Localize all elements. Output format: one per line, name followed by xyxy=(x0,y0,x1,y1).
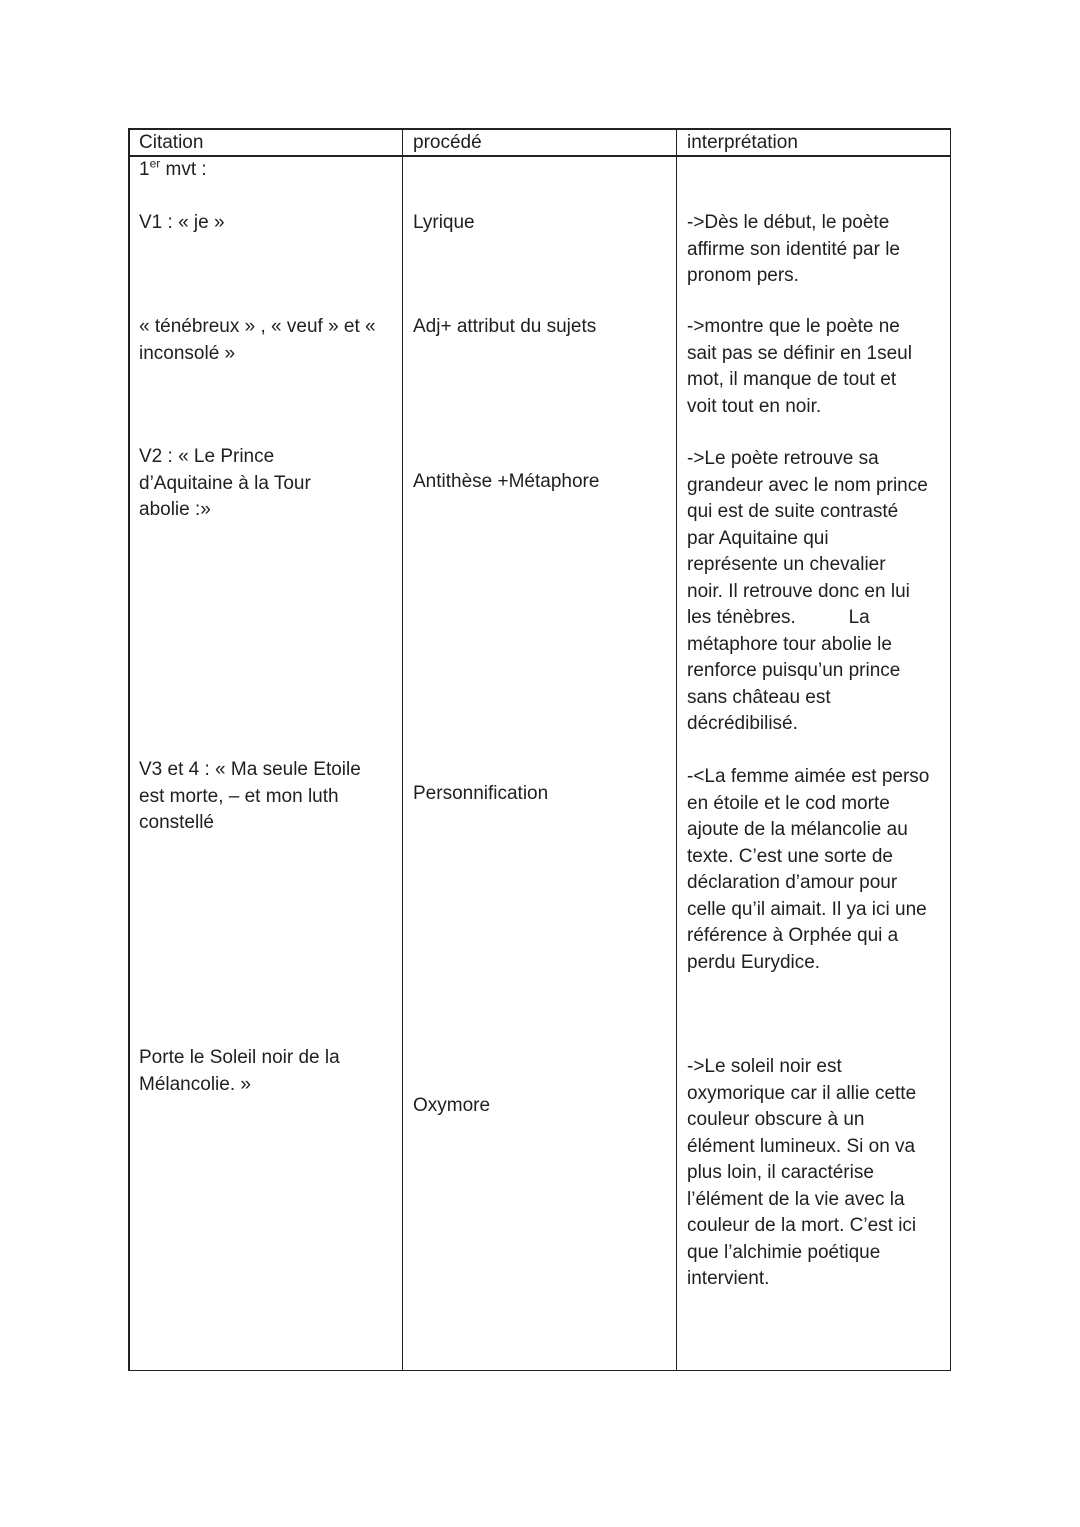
table-border-bottom xyxy=(128,1370,951,1372)
header-citation: Citation xyxy=(139,132,204,153)
interpretation-line: celle qu’il aimait. Il ya ici une xyxy=(687,898,927,920)
citation-line: V1 : « je » xyxy=(139,212,225,233)
interpretation-line: en étoile et le cod morte xyxy=(687,792,890,814)
interpretation-line: déclaration d’amour pour xyxy=(687,872,898,893)
interpretation-line: qui est de suite contrasté xyxy=(687,501,899,522)
citation-line: V2 : « Le Prince xyxy=(139,446,275,467)
movement-label: 1er mvt : xyxy=(139,156,207,180)
interpretation-line: l’élément de la vie avec la xyxy=(687,1188,905,1210)
citation-line: abolie :» xyxy=(139,499,211,520)
column-divider-2 xyxy=(676,128,678,1371)
header-divider xyxy=(128,155,951,157)
interpretation-line: couleur obscure à un xyxy=(687,1109,865,1130)
citation-line: est morte, – et mon luth xyxy=(139,785,339,807)
procede-cell: Personnification xyxy=(413,783,549,804)
interpretation-line: que l’alchimie poétique xyxy=(687,1241,881,1263)
procede-cell: Adj+ attribut du sujets xyxy=(413,316,597,337)
interpretation-line: représente un chevalier xyxy=(687,554,886,575)
interpretation-line: ->Le soleil noir est xyxy=(687,1056,842,1077)
procede-cell: Lyrique xyxy=(413,212,475,233)
interpretation-line: oxymorique car il allie cette xyxy=(687,1082,917,1104)
table-border-right xyxy=(950,128,952,1371)
interpretation-line: référence à Orphée qui a xyxy=(687,925,899,946)
citation-line: Porte le Soleil noir de la xyxy=(139,1047,340,1068)
interpretation-line: sait pas se définir en 1seul xyxy=(687,342,912,364)
interpretation-line: ->Le poète retrouve sa xyxy=(687,448,879,469)
citation-line: Mélancolie. » xyxy=(139,1073,251,1095)
procede-cell: Antithèse +Métaphore xyxy=(413,471,600,492)
interpretation-line: mot, il manque de tout et xyxy=(687,369,897,390)
interpretation-line: noir. Il retrouve donc en lui xyxy=(687,580,910,602)
citation-line: « ténébreux » , « veuf » et « xyxy=(139,316,376,337)
interpretation-line: perdu Eurydice. xyxy=(687,951,821,973)
header-interpretation: interprétation xyxy=(687,132,798,153)
interpretation-line: ->montre que le poète ne xyxy=(687,316,900,337)
citation-line: inconsolé » xyxy=(139,342,236,364)
interpretation-line: affirme son identité par le xyxy=(687,238,900,260)
citation-line: V3 et 4 : « Ma seule Etoile xyxy=(139,759,361,780)
interpretation-line: ajoute de la mélancolie au xyxy=(687,819,908,840)
citation-line: d’Aquitaine à la Tour xyxy=(139,472,311,494)
interpretation-line: ->Dès le début, le poète xyxy=(687,212,890,233)
interpretation-line: grandeur avec le nom prince xyxy=(687,474,928,496)
procede-cell: Oxymore xyxy=(413,1095,491,1116)
interpretation-line: pronom pers. xyxy=(687,265,799,286)
interpretation-line: voit tout en noir. xyxy=(687,395,822,417)
citation-line: constellé xyxy=(139,812,214,833)
column-divider-1 xyxy=(402,128,404,1371)
interpretation-line: plus loin, il caractérise xyxy=(687,1162,874,1183)
interpretation-line: renforce puisqu’un prince xyxy=(687,660,901,681)
interpretation-line: décrédibilisé. xyxy=(687,713,798,734)
interpretation-line: élément lumineux. Si on va xyxy=(687,1135,916,1157)
interpretation-line: -<La femme aimée est perso xyxy=(687,766,930,787)
interpretation-line: couleur de la mort. C’est ici xyxy=(687,1215,917,1236)
header-procede: procédé xyxy=(413,132,482,153)
interpretation-line: par Aquitaine qui xyxy=(687,527,829,549)
interpretation-line: texte. C’est une sorte de xyxy=(687,845,893,867)
interpretation-line: métaphore tour abolie le xyxy=(687,633,892,655)
interpretation-line: sans château est xyxy=(687,686,831,708)
interpretation-line: intervient. xyxy=(687,1268,770,1289)
table-border-top xyxy=(128,128,951,130)
table-border-left xyxy=(128,128,130,1371)
interpretation-line: les ténèbres. La xyxy=(687,607,870,628)
